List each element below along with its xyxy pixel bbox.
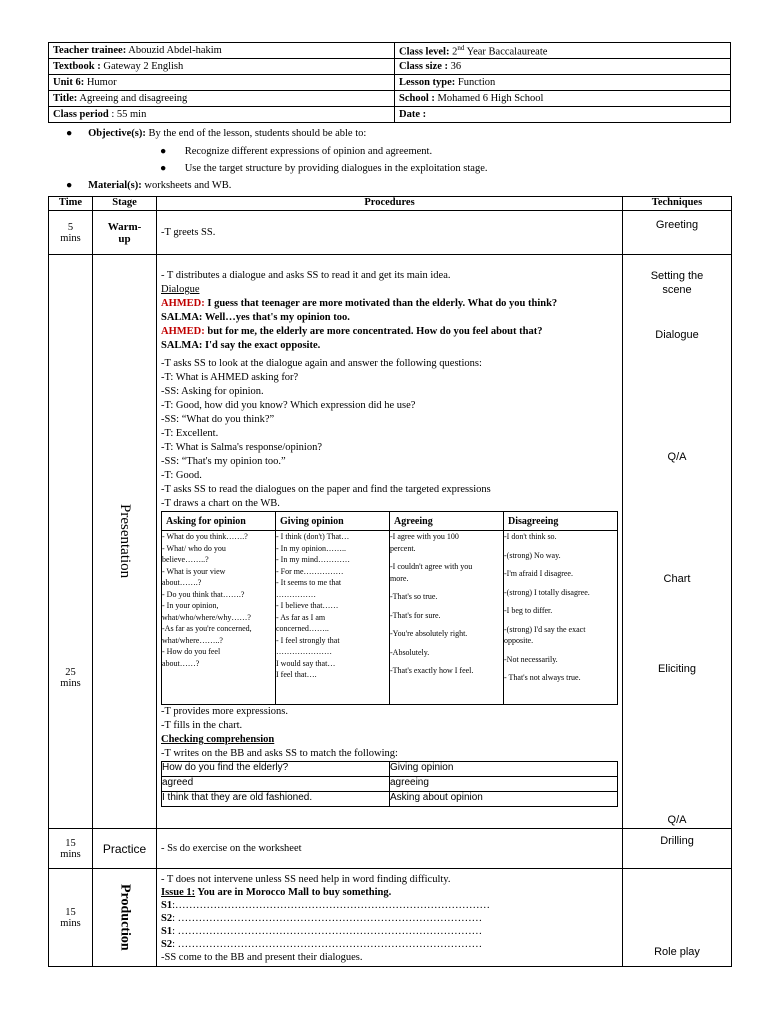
- warmup-technique: Greeting: [623, 211, 732, 255]
- chart-expression: - As far as I am: [276, 612, 326, 622]
- header-right-cell: Class level: 2nd Year Baccalaureate: [395, 43, 731, 59]
- presentation-row: [49, 255, 732, 829]
- chart-expression: - In my mind…………: [276, 555, 350, 564]
- header-left-cell: Unit 6: Humor: [49, 75, 395, 91]
- qa-line: -SS: Asking for opinion.: [161, 386, 264, 397]
- qa-line: -T: Good, how did you know? Which expression did he use?: [161, 400, 416, 411]
- objective-line: ● Objective(s): By the end of the lesson, students should be able to:: [66, 128, 367, 139]
- chart-expression: - What do you think…….?: [162, 532, 248, 541]
- plan-header-row: [49, 197, 732, 211]
- production-time: 15 mins: [49, 869, 93, 967]
- dialogue-slot: S1: ……………………………………………………………………………: [161, 926, 483, 937]
- production-row: [49, 869, 732, 967]
- checking-title: Checking comprehension: [161, 734, 275, 745]
- chart-expression: ……………: [276, 589, 316, 599]
- dialogue-line: SALMA: Well…yes that's my opinion too.: [161, 312, 350, 323]
- objective-item: ● Recognize different expressions of opinion and agreement.: [160, 146, 433, 157]
- matching-row: [162, 762, 618, 777]
- chart-expression: - In my opinion……..: [276, 543, 346, 553]
- dialogue-line: SALMA: I'd say the exact opposite.: [161, 340, 321, 351]
- chart-expression: [504, 561, 617, 568]
- chart-expression: about……?: [162, 658, 200, 668]
- matching-row: [162, 792, 618, 807]
- dialogue-slot: S2: ……………………………………………………………………………: [161, 939, 483, 950]
- practice-technique: Drilling: [623, 829, 732, 869]
- warmup-time: 5 mins: [49, 211, 93, 255]
- chart-expression: -I don't think so.: [504, 532, 557, 541]
- dialogue-line: AHMED: I guess that teenager are more motivated than the elderly. What do you think?: [161, 298, 558, 309]
- header-left-cell: Class period : 55 min: [49, 107, 395, 123]
- chart-expression: -Not necessarily.: [504, 654, 558, 664]
- chart-expression: [504, 665, 617, 672]
- chart-expression: -(strong) No way.: [504, 550, 561, 560]
- chart-expression: more.: [390, 573, 409, 583]
- chart-expression: -You're absolutely right.: [390, 629, 468, 638]
- header-right-cell: Class size : 36: [395, 59, 731, 75]
- chart-expression: - For me……………: [276, 566, 344, 576]
- chart-expression: believe……..?: [162, 555, 209, 564]
- chart-expression: about…….?: [162, 578, 202, 587]
- warmup-procedure: -T greets SS.: [157, 211, 623, 255]
- presentation-techniques: [623, 255, 732, 829]
- chart-expression: [390, 554, 503, 561]
- chart-expression: - It seems to me that: [276, 578, 342, 587]
- chart-expression: - That's not always true.: [504, 673, 581, 682]
- warmup-row: [49, 211, 732, 255]
- production-stage-cell: [93, 869, 157, 967]
- dialogue-slot: S1:………………………………………………………………………………: [161, 900, 491, 911]
- chart-expression: -I couldn't agree with you: [390, 562, 473, 571]
- header-right-cell: Date :: [395, 107, 731, 123]
- chart-expression: - I believe that……: [276, 601, 339, 610]
- chart-column-header: Disagreeing: [504, 512, 618, 531]
- objective-label: Objective(s):: [88, 128, 146, 139]
- chart-expression: - I think (don't) That…: [276, 532, 350, 541]
- dialogue: [161, 297, 618, 353]
- chart-column-header: Asking for opinion: [162, 512, 276, 531]
- technique-item: Q/A: [667, 451, 687, 463]
- materials-text: worksheets and WB.: [141, 180, 232, 191]
- chart-column: [276, 531, 390, 705]
- dialogue-slot: S2: ……………………………………………………………………………: [161, 913, 483, 924]
- chart-expression: [504, 598, 617, 605]
- header-row: [49, 75, 731, 91]
- qa-list: [161, 357, 618, 511]
- qa-line: -T: What is Salma's response/opinion?: [161, 442, 322, 453]
- chart-expression: concerned……..: [276, 624, 329, 633]
- chart-expression: [504, 617, 617, 624]
- matching-right: Giving opinion: [390, 762, 618, 777]
- qa-line: -T asks SS to look at the dialogue again and answer the following questions:: [161, 358, 482, 369]
- chart-expression: - In your opinion,: [162, 601, 219, 610]
- header-row: [49, 91, 731, 107]
- chart-expression: [504, 647, 617, 654]
- chart-expression: - How do you feel: [162, 647, 221, 656]
- materials-line: ● Material(s): worksheets and WB.: [66, 180, 232, 191]
- matching-table: [161, 761, 618, 807]
- chart-column: [504, 531, 618, 705]
- chart-expression: opposite.: [504, 636, 534, 645]
- chart-expression: [390, 640, 503, 647]
- qa-line: -SS: “That's my opinion too.”: [161, 456, 286, 467]
- matching-right: Asking about opinion: [390, 792, 618, 807]
- chart-expression: -That's so true.: [390, 592, 438, 601]
- practice-time: 15 mins: [49, 829, 93, 869]
- technique-item: Chart: [663, 573, 691, 585]
- qa-line: -T draws a chart on the WB.: [161, 498, 280, 509]
- production-procedure: - T does not intervene unless SS need help in word finding difficulty. Issue 1: You are in Morocco Mall to buy something. S1:……………………………………………………………………………… S2: …………………………………………………………………………… S1: …………………………………………………………………………… S2: …………………………………………………………………………… -SS come to the BB and present their dialogues.: [157, 869, 623, 967]
- dialogue-title: Dialogue: [161, 284, 200, 295]
- production-technique: Role play: [623, 869, 732, 967]
- chart-expression: - What is your view: [162, 566, 226, 576]
- chart-expression: -(strong) I totally disagree.: [504, 587, 590, 597]
- materials-label: Material(s):: [88, 180, 142, 191]
- chart-expression: -(strong) I'd say the exact: [504, 624, 586, 634]
- chart-expression: - Do you think that…….?: [162, 589, 245, 599]
- practice-row: [49, 829, 732, 869]
- header-info-table: [48, 42, 731, 123]
- presentation-stage: Presentation: [117, 504, 133, 579]
- chart-expression: - What/ who do you: [162, 543, 226, 553]
- chart-expression: -I'm afraid I disagree.: [504, 569, 573, 578]
- matching-left: How do you find the elderly?: [162, 762, 390, 777]
- chart-expression: -As far as you're concerned,: [162, 624, 252, 633]
- qa-line: -T: Excellent.: [161, 428, 219, 439]
- chart-expression: [504, 543, 617, 550]
- qa-line: -SS: “What do you think?”: [161, 414, 275, 425]
- chart-expression: -I agree with you 100: [390, 532, 459, 541]
- qa-line: -T: What is AHMED asking for?: [161, 372, 299, 383]
- header-left-cell: Textbook : Gateway 2 English: [49, 59, 395, 75]
- chart-expression: percent.: [390, 543, 416, 553]
- chart-column: [162, 531, 276, 705]
- header-right-cell: Lesson type: Function: [395, 75, 731, 91]
- technique-item: Q/A: [667, 814, 687, 826]
- technique-item: Eliciting: [658, 663, 696, 675]
- chart-expression: I would say that…: [276, 658, 336, 668]
- techniques-header: Techniques: [623, 197, 732, 211]
- technique-item: Setting the scene: [650, 270, 704, 296]
- matching-right: agreeing: [390, 777, 618, 792]
- matching-row: [162, 777, 618, 792]
- chart-expression: what/where……..?: [162, 635, 223, 645]
- header-left-cell: Teacher trainee: Abouzid Abdel-hakim: [49, 43, 395, 59]
- chart-column-header: Agreeing: [390, 512, 504, 531]
- warmup-stage: Warm- up: [93, 211, 157, 255]
- chart-expression: I feel that….: [276, 670, 317, 679]
- production-stage: Production: [117, 884, 133, 951]
- practice-procedure: - Ss do exercise on the worksheet: [157, 829, 623, 869]
- dialogue-slots: [161, 899, 618, 951]
- chart-column-header: Giving opinion: [276, 512, 390, 531]
- expressions-chart: [161, 511, 618, 705]
- checking-instruction: -T writes on the BB and asks SS to match the following:: [161, 748, 398, 759]
- chart-expression: -I beg to differ.: [504, 606, 553, 615]
- presentation-procedure: - T distributes a dialogue and asks SS to read it and get its main idea. Dialogue AHMED: I guess that teenager are more motivated than the elderly. What do you think? SALMA: Well…yes that's my opinion too. AHMED: but for me, the elderly are more concentrated. How do you feel about that? SALMA: I'd say the exact opposite. -T asks SS to look at the dialogue again and answer the following questions: -T: What is AHMED asking for? -SS: Asking for opinion. -T: Good, how did you know? Which expression did he use? -SS: “What do you think?” -T: Excellent. -T: What is Salma's response/opinion? -SS: “That's my opinion too.” -T: Good. -T asks SS to read the dialogues on the paper and find the targeted expressions -T draws a chart on the WB. Asking for opinion Giving opinion Agreeing Disagreeing - What do you think…….? - What/ who do you believe……..? - What is your view about…….? - Do you think that…….? - In your opinion, what/who/where/why……? -As far as you're concerned, what/where……..? - How do you feel about……? - I think (don't) That… - In my opinion…….. - In my mind………… - For me…………… - It seems to me that …………… - I believe that…… - As far as I am concerned…….. - I feel strongly that ………………… I would say that… I feel that…. -I agree with you 100 percent. -I couldn't agree with you more. -That's so true. -That's for sure. -You're absolutely right. -Absolutely. -That's exactly how I feel. -I don't think so. -(strong) No way. -I'm afraid I disagree. -(strong) I totally disagree. -I beg to differ. -(strong) I'd say the exact opposite. -Not necessarily. - That's not always true. -T provides more expressions. -T fills in the chart. Checking comprehension -T writes on the BB and asks SS to match the following: How do you find the elderly? Giving opinion agreed agreeing I think that they are old fashioned. Asking about opinion: [157, 255, 623, 829]
- qa-line: -T asks SS to read the dialogues on the paper and find the targeted expressions: [161, 484, 491, 495]
- issue-line: Issue 1: You are in Morocco Mall to buy something.: [161, 887, 392, 898]
- stage-header: Stage: [93, 197, 157, 211]
- objective-text: By the end of the lesson, students should be able to:: [145, 128, 367, 139]
- chart-expression: -Absolutely.: [390, 647, 430, 657]
- chart-expression: [390, 621, 503, 628]
- chart-expression: [390, 584, 503, 591]
- header-row: [49, 59, 731, 75]
- time-header: Time: [49, 197, 93, 211]
- presentation-stage-cell: [93, 255, 157, 829]
- header-right-cell: School : Mohamed 6 High School: [395, 91, 731, 107]
- chart-expression: …………………: [276, 647, 332, 656]
- dialogue-line: AHMED: but for me, the elderly are more concentrated. How do you feel about that?: [161, 326, 543, 337]
- header-left-cell: Title: Agreeing and disagreeing: [49, 91, 395, 107]
- matching-left: I think that they are old fashioned.: [162, 792, 390, 807]
- chart-expression: [390, 658, 503, 665]
- qa-line: -T: Good.: [161, 470, 202, 481]
- technique-item: Dialogue: [655, 329, 699, 341]
- chart-column: [390, 531, 504, 705]
- chart-expression: -That's exactly how I feel.: [390, 666, 474, 675]
- chart-expression: [390, 603, 503, 610]
- matching-left: agreed: [162, 777, 390, 792]
- lesson-plan-table: [48, 196, 732, 967]
- chart-expression: [504, 580, 617, 587]
- chart-expression: -That's for sure.: [390, 610, 441, 620]
- header-row: [49, 107, 731, 123]
- presentation-time: 25 mins: [49, 255, 93, 829]
- chart-expression: - I feel strongly that: [276, 635, 340, 645]
- objective-item: ● Use the target structure by providing dialogues in the exploitation stage.: [160, 163, 488, 174]
- procedures-header: Procedures: [157, 197, 623, 211]
- header-row: [49, 43, 731, 59]
- practice-stage: Practice: [93, 829, 157, 869]
- chart-expression: what/who/where/why……?: [162, 612, 251, 622]
